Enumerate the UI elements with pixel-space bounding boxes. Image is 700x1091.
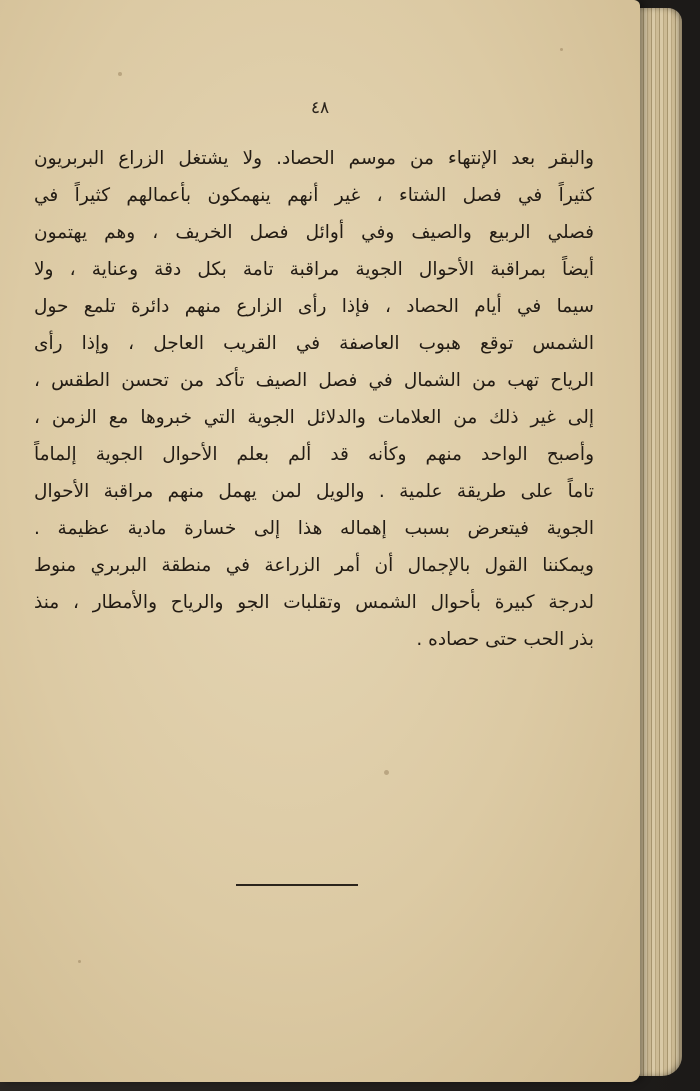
text-line: الرياح تهب من الشمال في فصل الصيف تأكد من تحسن الطقس ،	[34, 370, 594, 391]
text-line: لدرجة كبيرة بأحوال الشمس وتقلبات الجو والرياح والأمطار ، منذ	[34, 592, 594, 613]
text-line: والبقر بعد الإنتهاء من موسم الحصاد. ولا يشتغل الزراع البربريون	[34, 148, 594, 169]
text-line: وأصبح الواحد منهم وكأنه قد ألم بعلم الأحوال الجوية إلماماً	[34, 444, 594, 465]
paper-spot	[118, 72, 122, 76]
paper-spot	[384, 770, 389, 775]
text-line: كثيراً في فصل الشتاء ، غير أنهم ينهمكون بأعمالهم كثيراً في	[34, 185, 594, 206]
text-line: سيما في أيام الحصاد ، فإذا رأى الزارع منهم دائرة تلمع حول	[34, 296, 594, 317]
paper-spot	[560, 48, 563, 51]
section-separator	[236, 884, 358, 886]
text-line: فصلي الربيع والصيف وفي أوائل فصل الخريف ، وهم يهتمون	[34, 222, 594, 243]
text-line: الجوية فيتعرض بسبب إهماله هذا إلى خسارة مادية عظيمة .	[34, 518, 594, 539]
page-number: ٤٨	[310, 98, 330, 118]
text-line: ويمكننا القول بالإجمال أن أمر الزراعة في منطقة البربري منوط	[34, 555, 594, 576]
text-line: بذر الحب حتى حصاده .	[416, 629, 594, 650]
text-line: الشمس توقع هبوب العاصفة في القريب العاجل ، وإذا رأى	[34, 333, 594, 354]
paper-spot	[78, 960, 81, 963]
body-text	[34, 140, 594, 658]
text-line: أيضاً بمراقبة الأحوال الجوية مراقبة تامة بكل دقة وعناية ، ولا	[34, 259, 594, 280]
text-line: تاماً على طريقة علمية . والويل لمن يهمل منهم مراقبة الأحوال	[34, 481, 594, 502]
text-line: إلى غير ذلك من العلامات والدلائل الجوية التي خبروها مع الزمن ،	[34, 407, 594, 428]
